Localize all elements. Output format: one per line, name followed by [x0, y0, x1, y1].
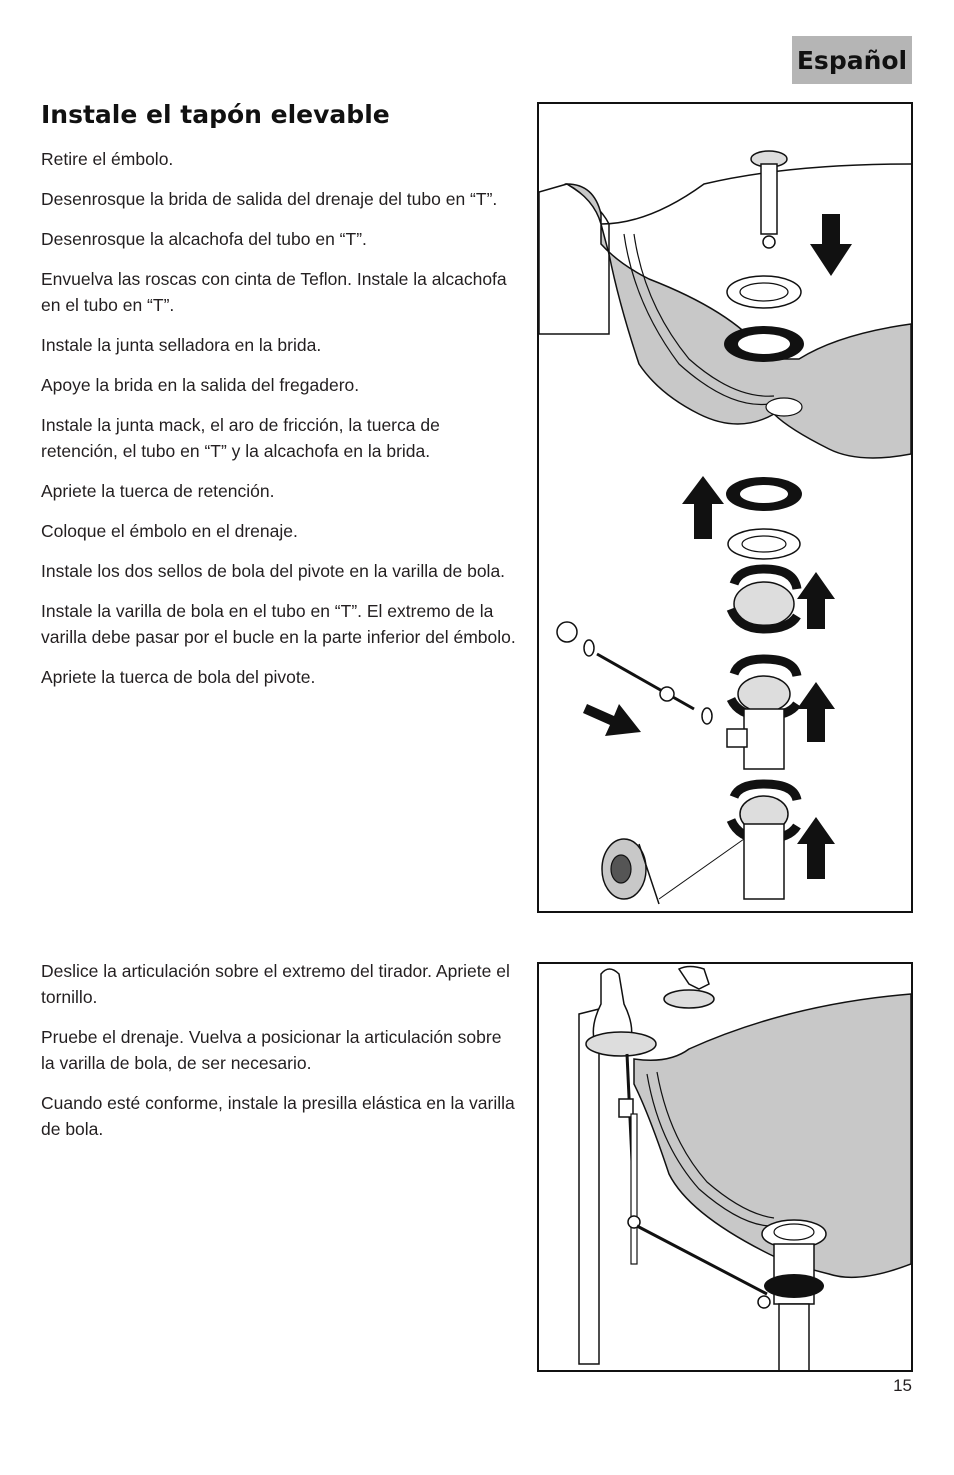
step-item: Deslice la articulación sobre el extremo del tirador. Apriete el tornillo. — [41, 961, 510, 1007]
page-number: 15 — [893, 1376, 912, 1395]
step-item: Instale los dos sellos de bola del pivote en la varilla de bola. — [41, 561, 506, 581]
step-item: Cuando esté conforme, instale la presilla elástica en la varilla de bola. — [41, 1093, 515, 1139]
adjustment-steps-list — [41, 958, 519, 1156]
drain-assembly-illustration — [537, 102, 913, 913]
step-item: Pruebe el drenaje. Vuelva a posicionar la articulación sobre la varilla de bola, de ser necesario. — [41, 1027, 502, 1073]
linkage-assembly-illustration — [537, 962, 913, 1372]
step-item: Desenrosque la brida de salida del drenaje del tubo en “T”. — [41, 189, 498, 209]
step-item: Coloque el émbolo en el drenaje. — [41, 521, 298, 541]
step-item: Envuelva las roscas con cinta de Teflon. Instale la alcachofa en el tubo en “T”. — [41, 269, 507, 315]
step-item: Apoye la brida en la salida del fregadero. — [41, 375, 360, 395]
step-item: Apriete la tuerca de retención. — [41, 481, 275, 501]
step-item: Retire el émbolo. — [41, 149, 174, 169]
step-item: Instale la junta selladora en la brida. — [41, 335, 322, 355]
step-item: Instale la varilla de bola en el tubo en “T”. El extremo de la varilla debe pasar por el bucle en la parte inferior del émbolo. — [41, 601, 516, 647]
step-item: Desenrosque la alcachofa del tubo en “T”. — [41, 229, 367, 249]
section-title: Instale el tapón elevable — [41, 100, 390, 129]
step-item: Apriete la tuerca de bola del pivote. — [41, 667, 316, 687]
language-tab: Español — [792, 36, 912, 84]
installation-steps-list — [41, 146, 519, 704]
step-item: Instale la junta mack, el aro de fricción, la tuerca de retención, el tubo en “T” y la alcachofa en la brida. — [41, 415, 440, 461]
